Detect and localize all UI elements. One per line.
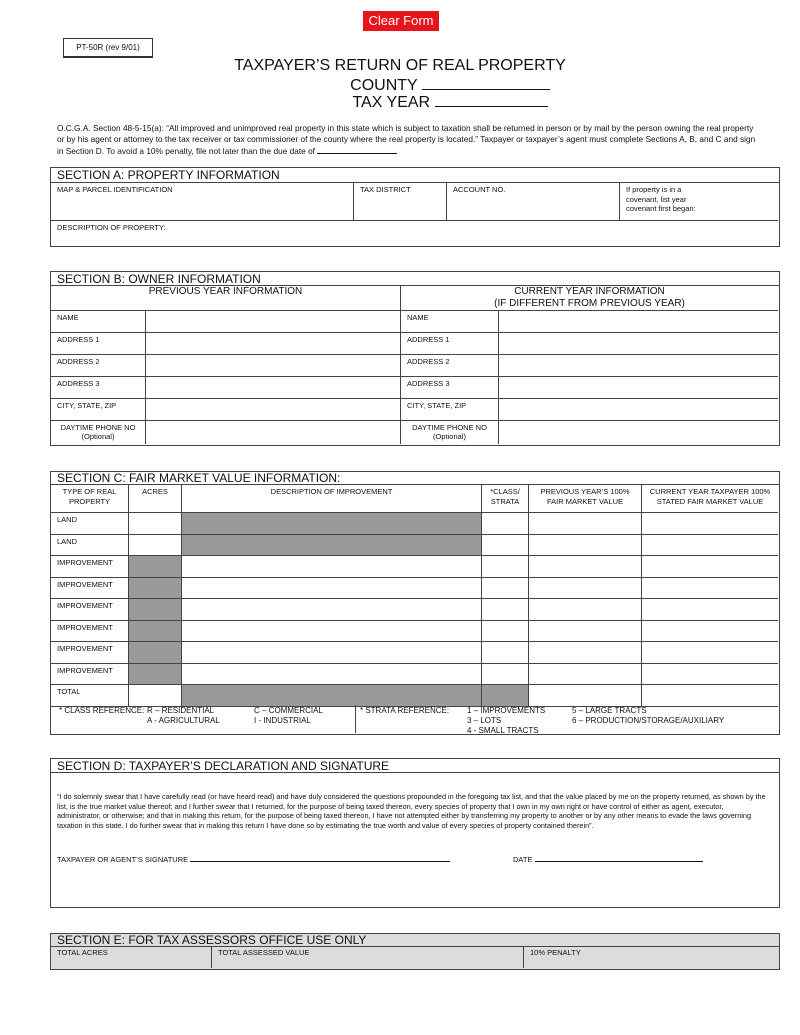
prev-fmv-input[interactable] (529, 621, 642, 643)
description-input[interactable] (182, 664, 482, 686)
intro-text: O.C.G.A. Section 48-5-15(a): “All improved and unimproved real property in this state which is subject to taxation shall be returned in person or by mail by the person owning the real property or by his agent or attorney to the tax receiver or tax commissioner of the county where the real property is located.” Taxpayer or taxpayer’s agent must complete Sections A, B, and C and sign in Section D. To avoid a 10% penalty, file not later than the due date of (57, 123, 756, 156)
prev-fmv-input[interactable] (529, 642, 642, 664)
section-a-title: SECTION A: PROPERTY INFORMATION (51, 168, 779, 183)
col-curr-fmv: CURRENT YEAR TAXPAYER 100% STATED FAIR MARKET VALUE (642, 485, 778, 513)
acres-input (129, 664, 182, 686)
previous-year-header: PREVIOUS YEAR INFORMATION (51, 286, 401, 311)
description-input[interactable] (182, 642, 482, 664)
curr-fmv-input[interactable] (642, 578, 778, 600)
curr-fmv-input[interactable] (642, 599, 778, 621)
section-e (50, 933, 780, 970)
property-type-label: IMPROVEMENT (51, 556, 129, 578)
acres-input (129, 578, 182, 600)
class-strata-input[interactable] (482, 599, 529, 621)
section-c-title: SECTION C: FAIR MARKET VALUE INFORMATION: (51, 472, 779, 485)
section-d (50, 758, 780, 908)
penalty-field: 10% PENALTY (530, 948, 581, 957)
prev-row-label: DAYTIME PHONE NO (Optional) (51, 421, 146, 444)
property-type-label: IMPROVEMENT (51, 642, 129, 664)
curr-row-label: CITY, STATE, ZIP (401, 399, 499, 421)
curr-row-label: ADDRESS 2 (401, 355, 499, 377)
curr-fmv-input[interactable] (642, 513, 778, 535)
account-no-field[interactable]: ACCOUNT NO. (447, 183, 620, 221)
curr-fmv-input[interactable] (642, 556, 778, 578)
col-acres: ACRES (129, 485, 182, 513)
curr-row-input[interactable] (499, 355, 778, 377)
due-date-input[interactable] (317, 145, 397, 154)
prev-row-input[interactable] (146, 311, 401, 333)
class-strata-input[interactable] (482, 642, 529, 664)
class-strata-input[interactable] (482, 578, 529, 600)
curr-fmv-input[interactable] (642, 621, 778, 643)
current-year-header: CURRENT YEAR INFORMATION (IF DIFFERENT FROM PREVIOUS YEAR) (401, 286, 778, 311)
curr-fmv-input[interactable] (642, 664, 778, 686)
prev-row-input[interactable] (146, 421, 401, 444)
clear-form-button[interactable]: Clear Form (363, 11, 439, 31)
description-input[interactable] (182, 621, 482, 643)
prev-row-input[interactable] (146, 333, 401, 355)
prev-fmv-input[interactable] (529, 664, 642, 686)
col-prev-fmv: PREVIOUS YEAR’S 100% FAIR MARKET VALUE (529, 485, 642, 513)
total-acres-field: TOTAL ACRES (51, 947, 212, 968)
curr-row-input[interactable] (499, 421, 778, 444)
tax-year-input[interactable] (435, 93, 548, 107)
col-description: DESCRIPTION OF IMPROVEMENT (182, 485, 482, 513)
class-strata-input[interactable] (482, 621, 529, 643)
county-input[interactable] (422, 76, 550, 90)
description-input[interactable] (182, 599, 482, 621)
property-type-label: LAND (51, 513, 129, 535)
section-b-title: SECTION B: OWNER INFORMATION (51, 272, 779, 286)
section-e-title: SECTION E: FOR TAX ASSESSORS OFFICE USE ONLY (51, 934, 779, 947)
acres-input (129, 599, 182, 621)
prev-row-label: NAME (51, 311, 146, 333)
prev-row-input[interactable] (146, 377, 401, 399)
covenant-field[interactable]: If property is in a covenant, list year covenant first began: (620, 183, 778, 221)
col-type: TYPE OF REAL PROPERTY (51, 485, 129, 513)
prev-row-input[interactable] (146, 399, 401, 421)
tax-year-label: TAX YEAR (352, 94, 431, 111)
map-parcel-field[interactable]: MAP & PARCEL IDENTIFICATION (51, 183, 354, 221)
acres-input (129, 556, 182, 578)
acres-input[interactable] (129, 535, 182, 557)
property-type-label: LAND (51, 535, 129, 557)
prev-row-label: ADDRESS 2 (51, 355, 146, 377)
class-reference: * CLASS REFERENCE: R – RESIDENTIAL A - AGRICULTURAL C – COMMERCIAL I - INDUSTRIAL (51, 705, 356, 733)
description-field[interactable]: DESCRIPTION OF PROPERTY: (57, 223, 166, 232)
prev-row-label: ADDRESS 3 (51, 377, 146, 399)
description-input[interactable] (182, 578, 482, 600)
date-line: DATE (513, 854, 703, 864)
tax-year-line (0, 93, 800, 112)
curr-row-input[interactable] (499, 333, 778, 355)
class-strata-input[interactable] (482, 513, 529, 535)
prev-row-label: CITY, STATE, ZIP (51, 399, 146, 421)
signature-input[interactable] (190, 854, 450, 862)
class-strata-input[interactable] (482, 535, 529, 557)
prev-fmv-input[interactable] (529, 556, 642, 578)
class-strata-input[interactable] (482, 556, 529, 578)
prev-row-input[interactable] (146, 355, 401, 377)
prev-fmv-input[interactable] (529, 535, 642, 557)
signature-line: TAXPAYER OR AGENT’S SIGNATURE (57, 854, 450, 864)
property-type-label: IMPROVEMENT (51, 578, 129, 600)
acres-input (129, 621, 182, 643)
curr-row-label: ADDRESS 3 (401, 377, 499, 399)
curr-fmv-input[interactable] (642, 642, 778, 664)
acres-input (129, 642, 182, 664)
strata-reference: * STRATA REFERENCE: 1 – IMPROVEMENTS 3 – LOTS 4 - SMALL TRACTS 5 – LARGE TRACTS 6 – PRODUCTION/STORAGE/AUXILIARY (360, 706, 725, 735)
tax-district-field[interactable]: TAX DISTRICT (354, 183, 447, 221)
curr-row-label: ADDRESS 1 (401, 333, 499, 355)
curr-fmv-input[interactable] (642, 685, 778, 707)
county-label: COUNTY (350, 77, 418, 94)
curr-row-input[interactable] (499, 377, 778, 399)
prev-fmv-input[interactable] (529, 685, 642, 707)
form-number: PT-50R (rev 9/01) (63, 38, 153, 58)
description-input[interactable] (182, 556, 482, 578)
description-input (182, 513, 482, 535)
oath-text: “I do solemnly swear that I have carefully read (or have heard read) and have duly considered the questions propounded in the foregoing tax list, and that the value placed by me on the property returned, as shown by the list, is the true market value thereof; and I further swear that I returned, for the purpose of being taxed thereon, every species of property that I own in my own right or have control of either as agent, executor, administrator, or otherwise; and that in making this return, for the purpose of being taxed thereon, I have not attempted either by transferring my property to another or by any other means to evade the laws governing taxation in this state. I do further swear that in making this return I have done so by estimating the true worth and value of every species of property contained therein”. (57, 792, 766, 830)
curr-row-input[interactable] (499, 311, 778, 333)
class-strata-input (482, 685, 529, 707)
acres-input[interactable] (129, 513, 182, 535)
date-input[interactable] (535, 854, 703, 862)
curr-row-label: NAME (401, 311, 499, 333)
property-type-label: TOTAL (51, 685, 129, 707)
curr-row-input[interactable] (499, 399, 778, 421)
description-input (182, 535, 482, 557)
curr-fmv-input[interactable] (642, 535, 778, 557)
col-class: *CLASS/ STRATA (482, 485, 529, 513)
section-d-title: SECTION D: TAXPAYER’S DECLARATION AND SIGNATURE (51, 759, 779, 773)
description-input (182, 685, 482, 707)
total-assessed-field: TOTAL ASSESSED VALUE (212, 947, 524, 968)
section-b (50, 271, 780, 446)
property-type-label: IMPROVEMENT (51, 599, 129, 621)
prev-fmv-input[interactable] (529, 513, 642, 535)
prev-row-label: ADDRESS 1 (51, 333, 146, 355)
curr-row-label: DAYTIME PHONE NO (Optional) (401, 421, 499, 444)
acres-input[interactable] (129, 685, 182, 707)
property-type-label: IMPROVEMENT (51, 664, 129, 686)
prev-fmv-input[interactable] (529, 599, 642, 621)
section-c (50, 471, 780, 735)
property-type-label: IMPROVEMENT (51, 621, 129, 643)
section-a (50, 167, 780, 247)
class-strata-input[interactable] (482, 664, 529, 686)
form-title: TAXPAYER’S RETURN OF REAL PROPERTY (234, 57, 566, 74)
prev-fmv-input[interactable] (529, 578, 642, 600)
